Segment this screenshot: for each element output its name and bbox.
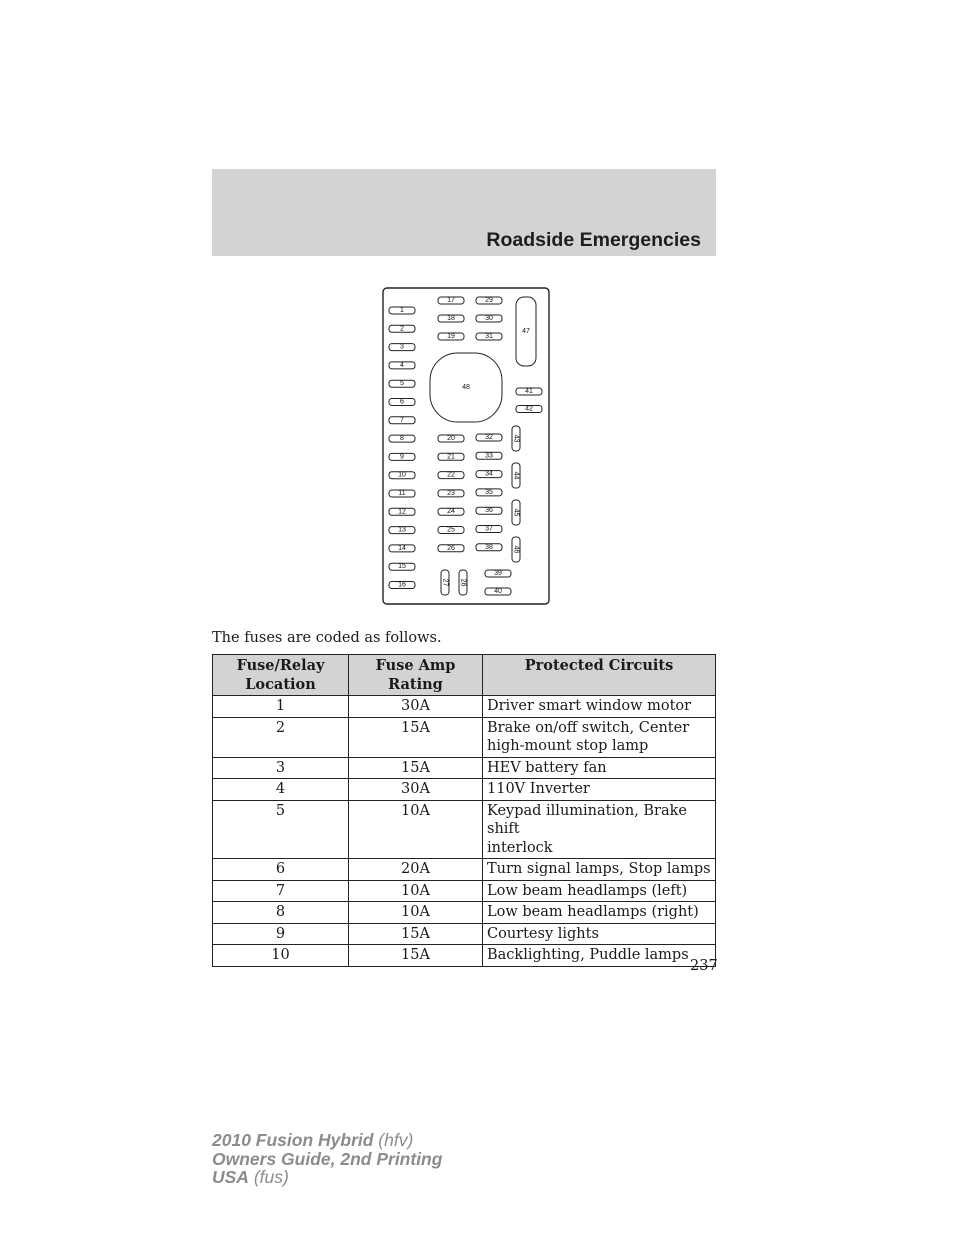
fuse-slot-label: 16: [398, 581, 406, 589]
fuse-slot: [389, 417, 415, 424]
fuse-slot: [512, 426, 520, 451]
fuse-slot: [389, 527, 415, 534]
table-row: [213, 880, 716, 902]
fuse-slot-label: 34: [485, 470, 493, 478]
fuse-slot: [389, 435, 415, 442]
cell-circuits: [483, 880, 716, 902]
fuse-slot: [476, 315, 502, 322]
fuse-slot-label: 28: [459, 578, 467, 587]
header-circuits: Protected Circuits: [483, 655, 716, 696]
circuit-line: Low beam headlamps (left): [487, 882, 688, 899]
fuse-slot: [389, 325, 415, 332]
fuse-slot-label: 24: [447, 508, 455, 516]
fuse-slot-label: 39: [494, 570, 502, 577]
fuse-slot-label: 14: [398, 544, 406, 552]
circuit-line: Driver smart window motor: [487, 698, 692, 714]
section-header-band: [212, 169, 716, 256]
fuse-slot-label: 40: [494, 588, 502, 595]
fuse-slot: [438, 315, 464, 322]
cell-rating: 15A: [349, 945, 483, 967]
fuse-slot-label: 43: [512, 434, 520, 443]
cell-location: 1: [213, 696, 349, 718]
fuse-slot: [438, 333, 464, 340]
fuse-slot: [389, 472, 415, 479]
cell-rating: 15A: [349, 717, 483, 757]
fuse-slot-label: 2: [400, 325, 404, 333]
fuse-slot: [389, 307, 415, 314]
table-row: [213, 923, 716, 945]
intro-text: The fuses are coded as follows.: [212, 630, 442, 646]
fuse-slot-label: 20: [447, 435, 455, 442]
cell-location: 3: [213, 757, 349, 779]
fuse-slot: [438, 472, 464, 479]
fuse-slot: [516, 388, 542, 395]
fuse-slot-label: 29: [485, 297, 493, 304]
fuse-slot-label: 5: [400, 380, 404, 388]
relay-slot-label: 47: [522, 328, 530, 335]
table-row: [213, 859, 716, 881]
cell-rating: 30A: [349, 696, 483, 718]
circuit-line: Keypad illumination, Brake shift: [487, 802, 688, 837]
fuse-slot: [441, 570, 449, 595]
cell-location: 7: [213, 880, 349, 902]
fuse-slot: [476, 333, 502, 340]
cell-circuits: [483, 902, 716, 924]
table-row: [213, 696, 716, 718]
fuse-slot-label: 23: [447, 489, 455, 497]
cell-circuits: [483, 757, 716, 779]
fuse-slot: [476, 507, 502, 514]
footer-line-2: Owners Guide, 2nd Printing: [212, 1148, 443, 1169]
cell-rating: 10A: [349, 902, 483, 924]
fuse-slot-label: 22: [447, 471, 455, 479]
fuse-slot: [516, 406, 542, 413]
cell-location: 9: [213, 923, 349, 945]
fuse-slot: [438, 545, 464, 552]
fuse-slot: [476, 297, 502, 304]
fuse-slot: [438, 435, 464, 442]
fuse-slot-label: 32: [485, 434, 493, 441]
fuse-slot-label: 38: [485, 543, 493, 551]
cell-location: 2: [213, 717, 349, 757]
fuse-slot-label: 30: [485, 315, 493, 322]
fuse-slot-label: 41: [525, 388, 533, 395]
cell-location: 8: [213, 902, 349, 924]
fuse-slot: [438, 297, 464, 304]
fuse-slot-label: 46: [512, 545, 520, 554]
fuse-slot-label: 44: [512, 471, 520, 480]
fuse-slot: [476, 526, 502, 533]
cell-circuits: [483, 717, 716, 757]
fuse-slot: [389, 380, 415, 387]
fuse-slot-label: 33: [485, 452, 493, 460]
fuse-slot-label: 36: [485, 507, 493, 515]
fuse-slot-label: 15: [398, 563, 406, 571]
fuse-slot: [389, 545, 415, 552]
fuse-slot: [389, 490, 415, 497]
cell-circuits: [483, 859, 716, 881]
fuse-slot: [512, 500, 520, 525]
cell-rating: 30A: [349, 779, 483, 801]
document-footer: [212, 1131, 442, 1187]
circuit-line: Courtesy lights: [487, 925, 599, 942]
fuse-slot-label: 37: [485, 525, 493, 533]
circuit-line: interlock: [487, 839, 553, 856]
fuse-slot: [438, 508, 464, 515]
relay-slot-label: 48: [462, 384, 470, 391]
footer-line-1: 2010 Fusion Hybrid (hfv): [212, 1130, 414, 1150]
page-number: 237: [690, 958, 718, 974]
fuse-slot-label: 18: [447, 315, 455, 322]
fuse-slot: [389, 563, 415, 570]
fuse-slot: [389, 344, 415, 351]
table-header-row: [213, 655, 716, 696]
fuse-slot: [485, 588, 511, 595]
fuse-slot: [389, 399, 415, 406]
header-location: Fuse/Relay Location: [213, 655, 349, 696]
cell-location: 4: [213, 779, 349, 801]
cell-rating: 10A: [349, 880, 483, 902]
table-row: [213, 800, 716, 859]
header-rating: Fuse Amp Rating: [349, 655, 483, 696]
fuse-slot-label: 3: [400, 343, 404, 351]
circuit-line: HEV battery fan: [487, 759, 607, 776]
fuse-slot-label: 12: [398, 508, 406, 516]
fuse-slot: [485, 570, 511, 577]
circuit-line: 110V Inverter: [487, 781, 590, 797]
fuse-slot: [476, 452, 502, 459]
fuse-slot: [389, 508, 415, 515]
cell-circuits: [483, 779, 716, 801]
fuse-slot: [476, 489, 502, 496]
cell-rating: 20A: [349, 859, 483, 881]
fuse-slot-label: 11: [398, 490, 406, 497]
fuse-slot-label: 26: [447, 544, 455, 552]
table-row: [213, 945, 716, 967]
fuse-slot-label: 8: [400, 435, 404, 443]
fuse-table: [212, 654, 716, 967]
section-title: Roadside Emergencies: [486, 229, 701, 251]
fuse-slot-label: 13: [398, 526, 406, 534]
fuse-slot-label: 35: [485, 488, 493, 496]
cell-circuits: [483, 800, 716, 859]
table-row: [213, 717, 716, 757]
fuse-slot: [512, 537, 520, 562]
cell-location: 6: [213, 859, 349, 881]
fuse-slot-label: 7: [400, 416, 404, 424]
fuse-slot-label: 6: [400, 398, 404, 406]
relay-slot: [430, 353, 502, 422]
table-row: [213, 902, 716, 924]
fuse-slot-label: 4: [400, 361, 404, 369]
fuse-slot: [476, 471, 502, 478]
relay-slot: [516, 297, 536, 366]
fuse-slot-label: 21: [447, 453, 455, 461]
fuse-slot: [512, 463, 520, 488]
fuse-slot: [389, 582, 415, 589]
fuse-panel-diagram: [382, 287, 550, 605]
fuse-slot: [389, 362, 415, 369]
fuse-slot-label: 25: [447, 526, 455, 534]
fuse-slot: [476, 544, 502, 551]
fuse-slot-label: 42: [525, 405, 533, 413]
cell-location: 10: [213, 945, 349, 967]
circuit-line: high-mount stop lamp: [487, 738, 649, 754]
fuse-slot-label: 31: [485, 333, 493, 340]
footer-line-3: USA (fus): [212, 1167, 289, 1187]
cell-circuits: [483, 923, 716, 945]
fuse-slot-label: 1: [400, 307, 404, 314]
fuse-panel-svg: [382, 287, 550, 605]
fuse-slot: [389, 453, 415, 460]
fuse-slot-label: 9: [400, 453, 404, 461]
cell-rating: 15A: [349, 923, 483, 945]
fuse-slot-label: 27: [441, 578, 449, 587]
circuit-line: Low beam headlamps (right): [487, 904, 699, 920]
table-row: [213, 757, 716, 779]
cell-rating: 15A: [349, 757, 483, 779]
fuse-slot-label: 17: [447, 297, 455, 304]
circuit-line: Brake on/off switch, Center: [487, 719, 690, 736]
table-row: [213, 779, 716, 801]
fuse-slot: [459, 570, 467, 595]
cell-circuits: [483, 945, 716, 967]
fuse-slot: [438, 490, 464, 497]
cell-rating: 10A: [349, 800, 483, 859]
cell-location: 5: [213, 800, 349, 859]
fuse-slot-label: 10: [398, 471, 406, 479]
fuse-slot: [476, 434, 502, 441]
cell-circuits: [483, 696, 716, 718]
fuse-slot-label: 19: [447, 333, 455, 340]
fuse-slot: [438, 453, 464, 460]
fuse-slot-label: 45: [512, 508, 520, 517]
fuse-slot: [438, 527, 464, 534]
circuit-line: Backlighting, Puddle lamps: [487, 947, 689, 963]
circuit-line: Turn signal lamps, Stop lamps: [487, 861, 711, 877]
